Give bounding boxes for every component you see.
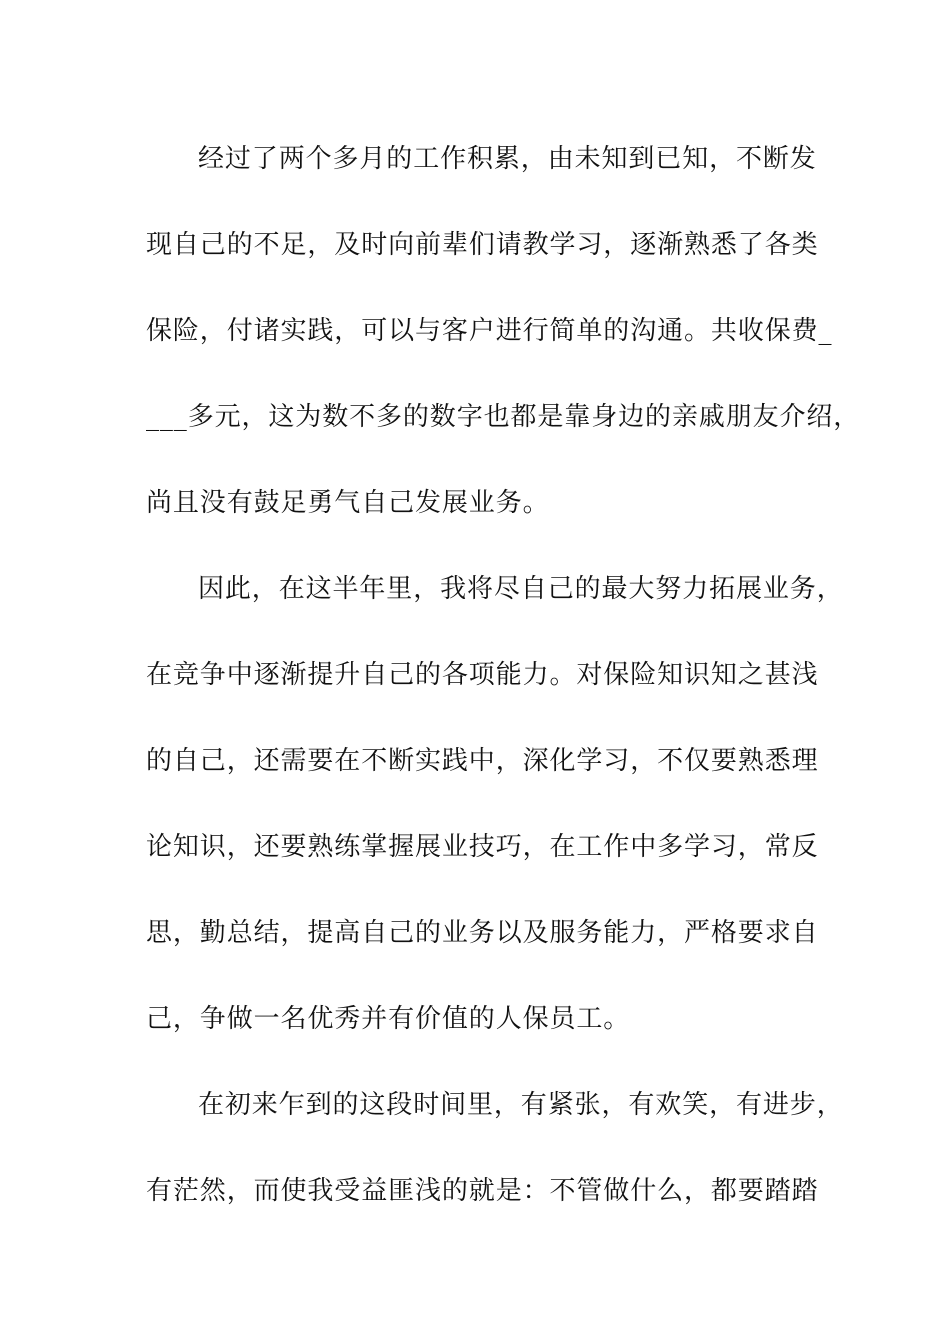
paragraph-2-line-2: 在竞争中逐渐提升自己的各项能力。对保险知识知之甚浅: [146, 660, 819, 690]
paragraph-3-line-2: 有茫然，而使我受益匪浅的就是：不管做什么，都要踏踏: [146, 1176, 819, 1206]
paragraph-1-line-4: ___多元，这为数不多的数字也都是靠身边的亲戚朋友介绍，: [146, 402, 861, 432]
paragraph-3-line-1: 在初来乍到的这段时间里，有紧张，有欢笑，有进步，: [198, 1090, 844, 1120]
paragraph-1-line-3: 保险，付诸实践，可以与客户进行简单的沟通。共收保费_: [146, 316, 833, 346]
paragraph-2-line-6: 己，争做一名优秀并有价值的人保员工。: [146, 1004, 631, 1034]
paragraph-2-line-4: 论知识，还要熟练掌握展业技巧，在工作中多学习，常反: [146, 832, 819, 862]
paragraph-1-line-2: 现自己的不足，及时向前辈们请教学习，逐渐熟悉了各类: [146, 230, 819, 260]
paragraph-2-line-1: 因此，在这半年里，我将尽自己的最大努力拓展业务，: [198, 574, 844, 604]
paragraph-1-line-5: 尚且没有鼓足勇气自己发展业务。: [146, 488, 550, 518]
paragraph-1-line-1: 经过了两个多月的工作积累，由未知到已知，不断发: [198, 144, 817, 174]
paragraph-2-line-5: 思，勤总结，提高自己的业务以及服务能力，严格要求自: [146, 918, 819, 948]
paragraph-2-line-3: 的自己，还需要在不断实践中，深化学习，不仅要熟悉理: [146, 746, 819, 776]
